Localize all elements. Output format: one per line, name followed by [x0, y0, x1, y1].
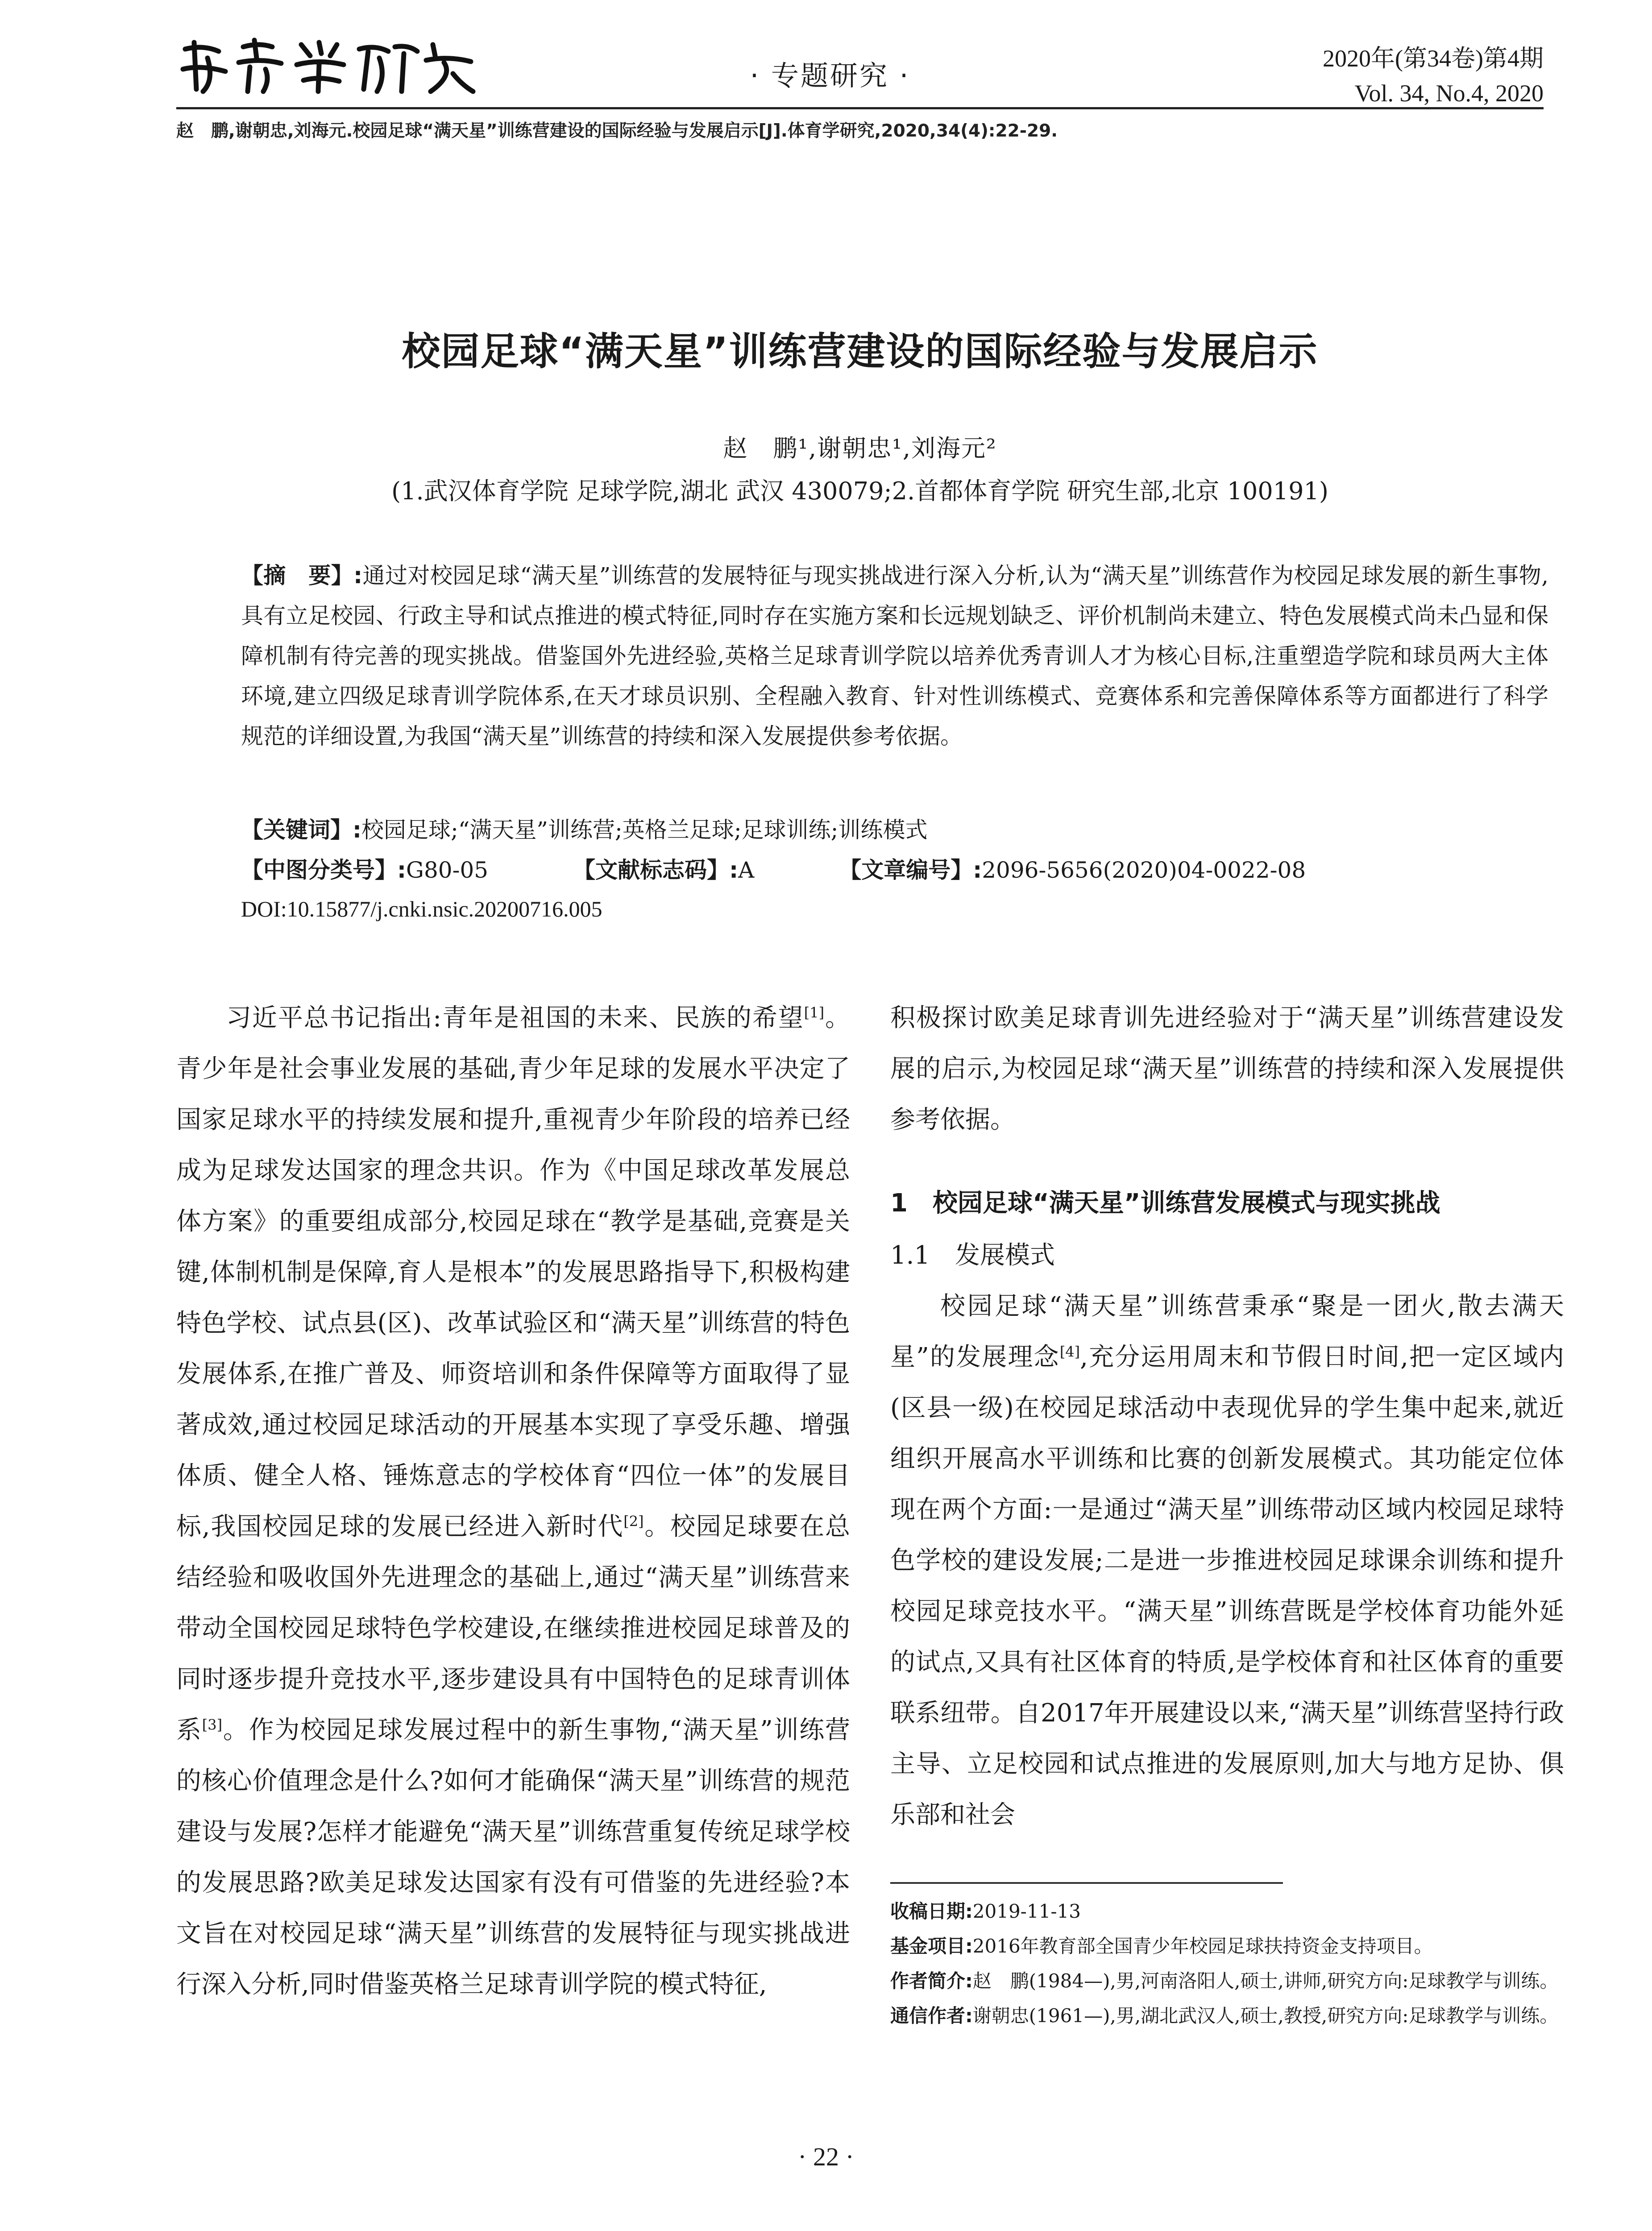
- column-tag: · 专题研究 ·: [750, 59, 910, 92]
- body-right-column: [890, 993, 1564, 1841]
- section-1-heading: 1 校园足球“满天星”训练营发展模式与现实挑战: [890, 1189, 1440, 1218]
- journal-logo-calligraphy: [176, 31, 480, 98]
- clc-label: 【中图分类号】:: [241, 857, 406, 883]
- body-left-column: [176, 993, 850, 2010]
- clc-value: G80-05: [406, 857, 489, 883]
- section-1-1-paragraph: 校园足球“满天星”训练营秉承“聚是一团火,散去满天星”的发展理念[4],充分运用周末和节假日时间,把一定区域内(区县一级)在校园足球活动中表现优异的学生集中起来,就近组织开展高水平训练和比赛的创新发展模式。其功能定位体现在两个方面:一是通过“满天星”训练带动区域内校园足球特色学校的建设发展;二是进一步推进校园足球课余训练和提升校园足球竞技水平。“满天星”训练营既是学校体育功能外延的试点,又具有社区体育的特质,是学校体育和社区体育的重要联系纽带。自2017年开展建设以来,“满天星”训练营坚持行政主导、立足校园和试点推进的发展原则,加大与地方足协、俱乐部和社会: [890, 1292, 1564, 1829]
- citation-line: 赵 鹏,谢朝忠,刘海元.校园足球“满天星”训练营建设的国际经验与发展启示[J].体育学研究,2020,34(4):22-29.: [176, 121, 1058, 141]
- abstract: [241, 556, 1548, 756]
- page-number: · 22 ·: [798, 2142, 854, 2171]
- article-title: 校园足球“满天星”训练营建设的国际经验与发展启示: [402, 329, 1318, 374]
- fund-info: 基金项目:2016年教育部全国青少年校园足球扶持资金支持项目。: [890, 1935, 1433, 1957]
- intro-continuation: 积极探讨欧美足球青训先进经验对于“满天星”训练营建设发展的启示,为校园足球“满天星”训练营的持续和深入发展提供参考依据。: [890, 1004, 1564, 1134]
- author-bio: 作者简介:赵 鹏(1984—),男,河南洛阳人,硕士,讲师,研究方向:足球教学与训练。: [890, 1970, 1559, 1992]
- doc-code-value: A: [738, 857, 755, 883]
- keywords-text: 校园足球;“满天星”训练营;英格兰足球;足球训练;训练模式: [361, 817, 928, 843]
- doc-code-label: 【文献标志码】:: [573, 857, 739, 883]
- article-number-value: 2096-5656(2020)04-0022-08: [982, 857, 1306, 883]
- header-rule: [176, 107, 1544, 109]
- intro-paragraph: 习近平总书记指出:青年是祖国的未来、民族的希望[1]。青少年是社会事业发展的基础,青少年足球的发展水平决定了国家足球水平的持续发展和提升,重视青少年阶段的培养已经成为足球发达国家的理念共识。作为《中国足球改革发展总体方案》的重要组成部分,校园足球在“教学是基础,竞赛是关键,体制机制是保障,育人是根本”的发展思路指导下,积极构建特色学校、试点县(区)、改革试验区和“满天星”训练营的特色发展体系,在推广普及、师资培训和条件保障等方面取得了显著成效,通过校园足球活动的开展基本实现了享受乐趣、增强体质、健全人格、锤炼意志的学校体育“四位一体”的发展目标,我国校园足球的发展已经进入新时代[2]。校园足球要在总结经验和吸收国外先进理念的基础上,通过“满天星”训练营来带动全国校园足球特色学校建设,在继续推进校园足球普及的同时逐步提升竞技水平,逐步建设具有中国特色的足球青训体系[3]。作为校园足球发展过程中的新生事物,“满天星”训练营的核心价值理念是什么?如何才能确保“满天星”训练营的规范建设与发展?怎样才能避免“满天星”训练营重复传统足球学校的发展思路?欧美足球发达国家有没有可借鉴的先进经验?本文旨在对校园足球“满天星”训练营的发展特征与现实挑战进行深入分析,同时借鉴英格兰足球青训学院的模式特征,: [176, 1004, 851, 1999]
- ref-3: [3]: [202, 1716, 223, 1733]
- ref-4: [4]: [1059, 1343, 1080, 1360]
- ref-1: [1]: [804, 1004, 825, 1021]
- issue-line-en: Vol. 34, No.4, 2020: [1354, 80, 1544, 107]
- doi: DOI:10.15877/j.cnki.nsic.20200716.005: [241, 896, 602, 921]
- affiliations: (1.武汉体育学院 足球学院,湖北 武汉 430079;2.首都体育学院 研究生部,北京 100191): [391, 477, 1328, 505]
- keywords-label: 【关键词】:: [241, 817, 361, 843]
- classification-line: [241, 852, 1306, 884]
- issue-info: [1323, 41, 1544, 111]
- ref-2: [2]: [623, 1513, 644, 1530]
- footnotes: [890, 1894, 1564, 2033]
- abstract-label: 【摘 要】:: [241, 563, 363, 589]
- received-date: 收稿日期:2019-11-13: [890, 1900, 1081, 1922]
- subsection-1-1-heading: 1.1 发展模式: [890, 1241, 1055, 1270]
- keywords: [241, 812, 1548, 844]
- footnote-rule: [890, 1882, 1283, 1884]
- issue-line-cn: 2020年(第34卷)第4期: [1323, 45, 1544, 72]
- author-list: 赵 鹏¹,谢朝忠¹,刘海元²: [723, 434, 997, 462]
- corresponding-author: 通信作者:谢朝忠(1961—),男,湖北武汉人,硕士,教授,研究方向:足球教学与训练。: [890, 2005, 1559, 2027]
- journal-logo: [176, 31, 480, 98]
- article-number-label: 【文章编号】:: [839, 857, 982, 883]
- abstract-text: 通过对校园足球“满天星”训练营的发展特征与现实挑战进行深入分析,认为“满天星”训练营作为校园足球发展的新生事物,具有立足校园、行政主导和试点推进的模式特征,同时存在实施方案和长远规划缺乏、评价机制尚未建立、特色发展模式尚未凸显和保障机制有待完善的现实挑战。借鉴国外先进经验,英格兰足球青训学院以培养优秀青训人才为核心目标,注重塑造学院和球员两大主体环境,建立四级足球青训学院体系,在天才球员识别、全程融入教育、针对性训练模式、竞赛体系和完善保障体系等方面都进行了科学规范的详细设置,为我国“满天星”训练营的持续和深入发展提供参考依据。: [241, 563, 1548, 749]
